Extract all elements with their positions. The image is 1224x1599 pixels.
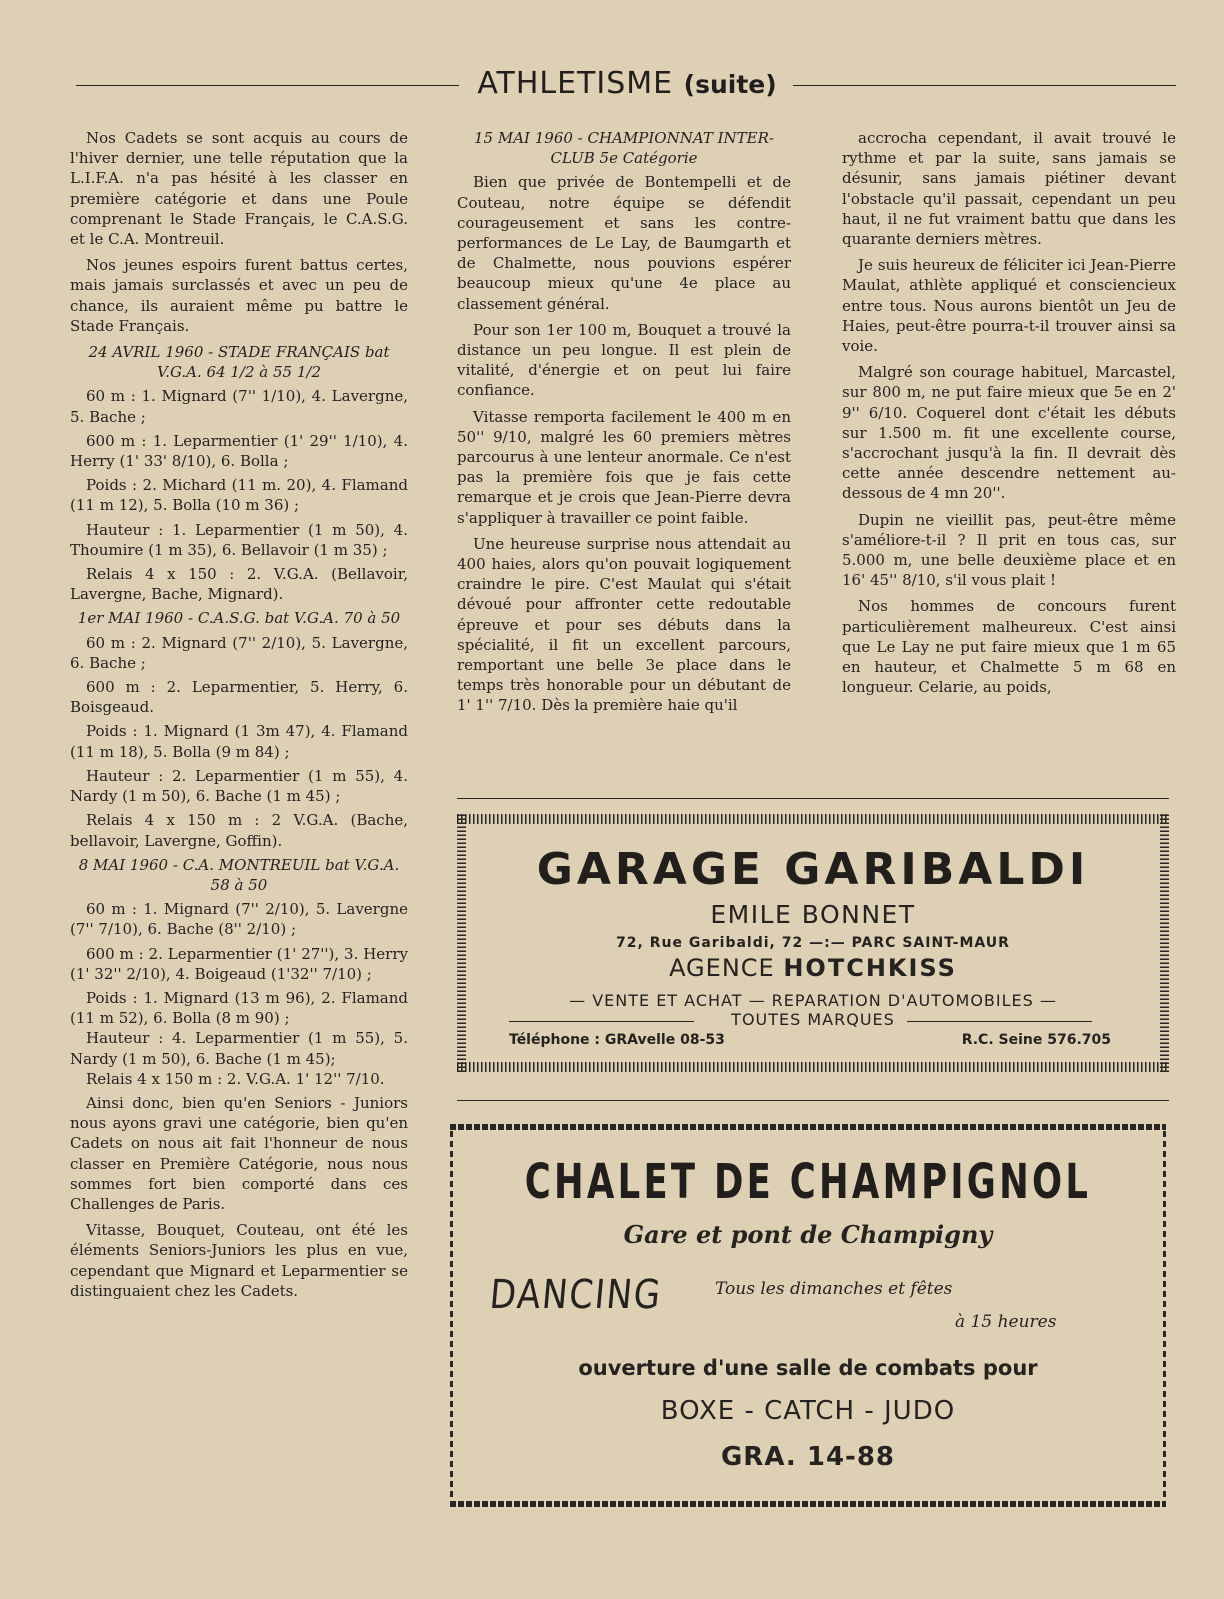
result-line: 60 m : 1. Mignard (7'' 1/10), 4. Lavergne, 5. Bache ; bbox=[70, 387, 408, 426]
section-header bbox=[76, 66, 1176, 106]
paragraph: Vitasse, Bouquet, Couteau, ont été les éléments Seniors-Juniors les plus en vue, cependant que Mignard et Leparmentier se distinguaient chez les Cadets. bbox=[70, 1221, 408, 1300]
result-line: Poids : 2. Michard (11 m. 20), 4. Flamand (11 m 12), 5. Bolla (10 m 36) ; bbox=[70, 476, 408, 515]
result-line: Relais 4 x 150 m : 2. V.G.A. 1' 12'' 7/10. bbox=[86, 1069, 385, 1088]
chalet-phone: GRA. 14-88 bbox=[720, 1442, 896, 1472]
result-line: Hauteur : 2. Leparmentier (1 m 55), 4. Nardy (1 m 50), 6. Bache (1 m 45) ; bbox=[70, 766, 408, 806]
column-1 bbox=[70, 128, 408, 1307]
paragraph: Pour son 1er 100 m, Bouquet a trouvé la distance un peu longue. Il est plein de vitalité, d'énergie et on peut lui faire confiance. bbox=[457, 320, 791, 400]
result-line: Relais 4 x 150 m : 2 V.G.A. (Bache, bellavoir, Lavergne, Goffin). bbox=[70, 811, 408, 850]
paragraph: Je suis heureux de féliciter ici Jean-Pierre Maulat, athlète appliqué et consciencieux entre tous. Nous aurons bientôt un Jeu de Haies, peut-être pourra-t-il trouver ainsi sa voie. bbox=[842, 256, 1176, 356]
garage-brands: TOUTES MARQUES bbox=[731, 1010, 895, 1029]
header-rule-right bbox=[793, 85, 1176, 86]
paragraph: Malgré son courage habituel, Marcastel, sur 800 m, ne put faire mieux que 5e en 2' 9'' 6/10. Coquerel dont c'était les débuts sur 1.500 m. fit une excellente course, s'accrochant jusqu'à la fin. Il devrait dès cette année descendre nettement au-dessous de 4 mn 20''. bbox=[842, 363, 1176, 503]
result-line: 600 m : 2. Leparmentier, 5. Herry, 6. Boisgeaud. bbox=[70, 678, 408, 717]
header-rule-left bbox=[76, 85, 459, 86]
ad-border-bottom bbox=[450, 1501, 1166, 1507]
meeting-heading: 1er MAI 1960 - C.A.S.G. bat V.G.A. 70 à 50 bbox=[77, 609, 401, 628]
paragraph: Bien que privée de Bontempelli et de Couteau, notre équipe se défendit courageusement et sans les contre-performances de Le Lay, de Baumgarth et de Chalmette, nous pouvions espérer beaucoup mieux qu'une 4e place au classement général. bbox=[457, 173, 791, 313]
divider-rule bbox=[457, 798, 1169, 799]
garage-registration: R.C. Seine 576.705 bbox=[961, 1032, 1111, 1048]
result-line: Poids : 1. Mignard (1 3m 47), 4. Flamand (11 m 18), 5. Bolla (9 m 84) ; bbox=[70, 722, 408, 761]
result-line: Relais 4 x 150 : 2. V.G.A. (Bellavoir, Lavergne, Bache, Mignard). bbox=[70, 565, 408, 604]
meeting-heading: 24 AVRIL 1960 - STADE FRANÇAIS bat V.G.A. 64 1/2 à 55 1/2 bbox=[88, 343, 390, 382]
chalet-advertisement bbox=[450, 1124, 1166, 1507]
title-suite: (suite) bbox=[683, 70, 777, 99]
garage-advertisement bbox=[457, 814, 1169, 1072]
garage-services: — VENTE ET ACHAT — REPARATION D'AUTOMOBILES — bbox=[569, 991, 1057, 1010]
result-line: 60 m : 1. Mignard (7'' 2/10), 5. Lavergne (7'' 7/10), 6. Bache (8'' 2/10) ; bbox=[70, 900, 408, 939]
result-line: Poids : 1. Mignard (13 m 96), 2. Flamand (11 m 52), 6. Bolla (8 m 90) ; bbox=[70, 988, 408, 1028]
meeting-heading: 8 MAI 1960 - C.A. MONTREUIL bat V.G.A. 58 à 50 bbox=[78, 855, 400, 894]
title-text: ATHLETISME bbox=[477, 66, 674, 101]
ad-border-top bbox=[457, 814, 1169, 824]
brands-rule-right bbox=[907, 1021, 1092, 1022]
result-line: Hauteur : 4. Leparmentier (1 m 55), 5. Nardy (1 m 50), 6. Bache (1 m 45); bbox=[70, 1029, 408, 1068]
agency-prefix: AGENCE bbox=[669, 954, 775, 982]
paragraph: Une heureuse surprise nous attendait au 400 haies, alors qu'on pouvait logiquement craindre le pire. C'est Maulat qui s'était dévoué pour affronter cette redoutable épreuve et pour ses débuts dans la spécialité, il fit un excellent parcours, remportant une belle 3e place dans le temps très honorable pour un débutant de 1' 1'' 7/10. Dès la première haie qu'il bbox=[457, 534, 791, 715]
opening-announcement: ouverture d'une salle de combats pour bbox=[578, 1356, 1038, 1380]
result-line: 600 m : 1. Leparmentier (1' 29'' 1/10), 4. Herry (1' 33' 8/10), 6. Bolla ; bbox=[70, 431, 408, 471]
paragraph: accrocha cependant, il avait trouvé le rythme et par la suite, sans jamais se désunir, sans jamais piétiner devant l'obstacle qu'il passait, cependant un peu haut, il ne fut vraiment battu que dans les quarante derniers mètres. bbox=[842, 129, 1176, 249]
agency-brand: HOTCHKISS bbox=[783, 954, 957, 982]
dancing-label: DANCING bbox=[487, 1272, 664, 1318]
meeting-heading: 15 MAI 1960 - CHAMPIONNAT INTER-CLUB 5e Catégorie bbox=[474, 129, 774, 168]
paragraph: Nos hommes de concours furent particulièrement malheureux. C'est ainsi que Le Lay ne put faire mieux que 1 m 65 en hauteur, et Chalmette 5 m 68 en longueur. Celarie, au poids, bbox=[842, 597, 1176, 697]
column-3 bbox=[842, 128, 1176, 703]
dancing-time: à 15 heures bbox=[955, 1312, 1057, 1332]
dancing-schedule: Tous les dimanches et fêtes bbox=[715, 1279, 953, 1299]
garage-owner: EMILE BONNET bbox=[710, 900, 916, 929]
garage-agency bbox=[457, 954, 1169, 982]
paragraph: Dupin ne vieillit pas, peut-être même s'améliore-t-il ? Il prit en tous cas, sur 5.000 m, une belle deuxième place et en 16' 45'' 8/10, s'il vous plait ! bbox=[842, 510, 1176, 590]
ad-border-bottom bbox=[457, 1062, 1169, 1072]
divider-rule bbox=[457, 1100, 1169, 1101]
result-line: 60 m : 2. Mignard (7'' 2/10), 5. Lavergne, 6. Bache ; bbox=[70, 633, 408, 672]
result-line: Hauteur : 1. Leparmentier (1 m 50), 4. Thoumire (1 m 35), 6. Bellavoir (1 m 35) ; bbox=[70, 520, 408, 559]
chalet-location: Gare et pont de Champigny bbox=[623, 1220, 993, 1249]
garage-name: GARAGE GARIBALDI bbox=[536, 844, 1090, 895]
section-title bbox=[464, 66, 790, 101]
ad-border-top bbox=[450, 1124, 1166, 1130]
garage-phone: Téléphone : GRAvelle 08-53 bbox=[509, 1032, 725, 1048]
result-line: 600 m : 2. Leparmentier (1' 27''), 3. Herry (1' 32'' 2/10), 4. Boigeaud (1'32'' 7/10) ; bbox=[70, 944, 408, 983]
column-2 bbox=[457, 128, 791, 722]
combat-sports: BOXE - CATCH - JUDO bbox=[660, 1396, 956, 1426]
paragraph: Ainsi donc, bien qu'en Seniors - Juniors nous ayons gravi une catégorie, bien qu'en Cadets on nous ait fait l'honneur de nous classer en Première Catégorie, nous nous sommes fort bien comporté dans ces Challenges de Paris. bbox=[70, 1093, 408, 1213]
paragraph: Vitasse remporta facilement le 400 m en 50'' 9/10, malgré les 60 premiers mètres parcourus à une lenteur anormale. Ce n'est pas la première fois que je fais cette remarque et je crois que Jean-Pierre devra s'appliquer à travailler ce point faible. bbox=[457, 407, 791, 527]
paragraph: Nos Cadets se sont acquis au cours de l'hiver dernier, une telle réputation que la L.I.F.A. n'a pas hésité à les classer en première catégorie et dans une Poule comprenant le Stade Français, le C.A.S.G. et le C.A. Montreuil. bbox=[70, 129, 408, 249]
paragraph: Nos jeunes espoirs furent battus certes, mais jamais surclassés et avec un peu de chance, ils auraient même pu battre le Stade Français. bbox=[70, 256, 408, 335]
garage-address: 72, Rue Garibaldi, 72 —:— PARC SAINT-MAUR bbox=[616, 935, 1010, 951]
chalet-name: CHALET DE CHAMPIGNOL bbox=[524, 1154, 1092, 1210]
